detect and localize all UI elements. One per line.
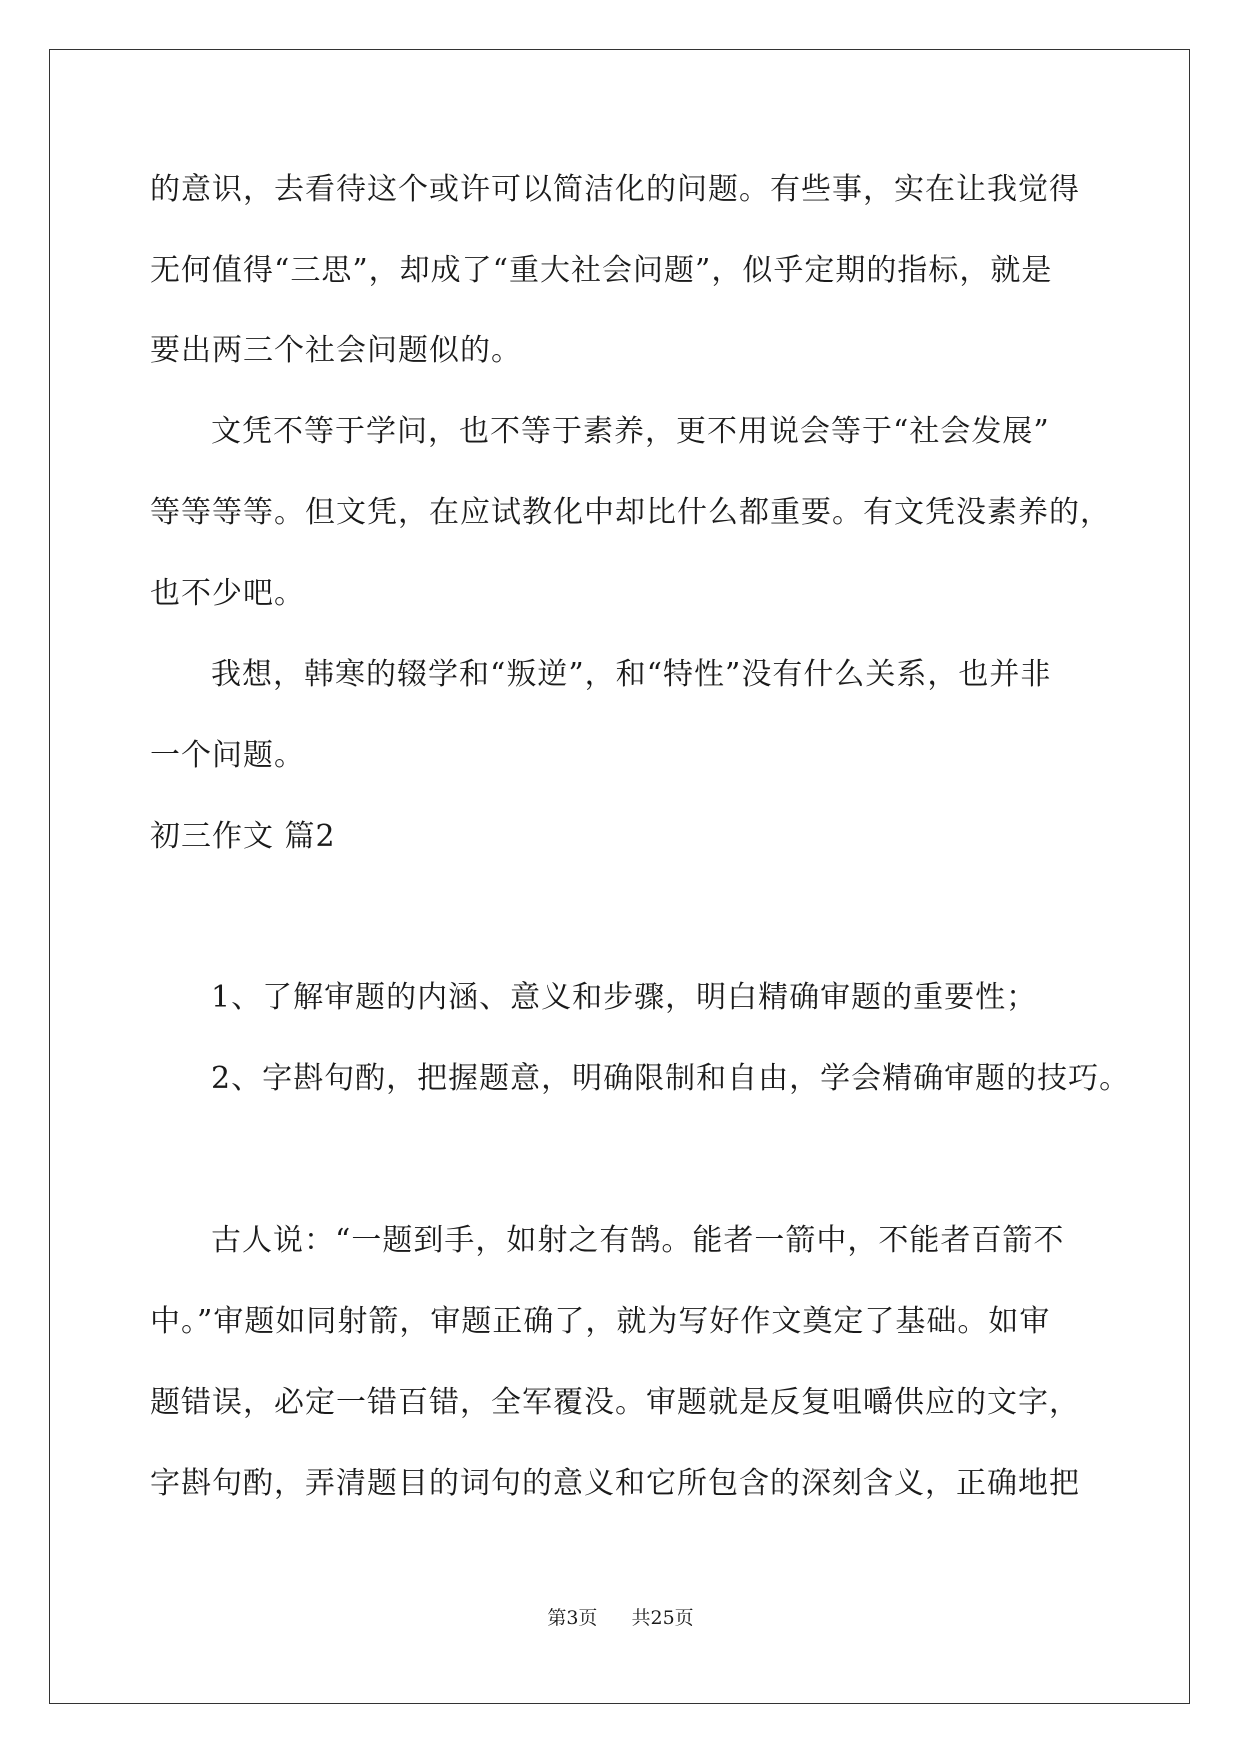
body-text-line: 中。”审题如同射箭，审题正确了，就为写好作文奠定了基础。如审: [150, 1304, 1051, 1339]
paragraph-first-line: 文凭不等于学问，也不等于素养，更不用说会等于“社会发展”: [211, 414, 1050, 449]
section-heading: 初三作文 篇2: [150, 819, 336, 854]
body-text-line: 的意识，去看待这个或许可以简洁化的问题。有些事，实在让我觉得: [150, 172, 1080, 207]
body-text-line: 题错误，必定一错百错，全军覆没。审题就是反复咀嚼供应的文字，: [150, 1385, 1080, 1420]
list-item: 1、了解审题的内涵、意义和步骤，明白精确审题的重要性；: [211, 980, 1038, 1015]
body-text-line: 等等等等。但文凭，在应试教化中却比什么都重要。有文凭没素养的，: [150, 495, 1111, 530]
page-number: 第3页: [547, 1607, 598, 1629]
page-border: [49, 49, 1190, 1704]
paragraph-first-line: 古人说：“一题到手，如射之有鹄。能者一箭中，不能者百箭不: [211, 1223, 1065, 1258]
page-footer: [0, 1606, 1241, 1630]
list-item: 2、字斟句酌，把握题意，明确限制和自由，学会精确审题的技巧。: [211, 1061, 1131, 1096]
body-text-line: 无何值得“三思”，却成了“重大社会问题”，似乎定期的指标，就是: [150, 253, 1053, 288]
body-text-line: 要出两三个社会问题似的。: [150, 333, 522, 368]
paragraph-first-line: 我想，韩寒的辍学和“叛逆”，和“特性”没有什么关系，也并非: [211, 657, 1052, 692]
total-pages: 共25页: [631, 1607, 694, 1629]
body-text-line: 也不少吧。: [150, 576, 305, 611]
body-text-line: 一个问题。: [150, 738, 305, 773]
body-text-line: 字斟句酌，弄清题目的词句的意义和它所包含的深刻含义，正确地把: [150, 1466, 1080, 1501]
